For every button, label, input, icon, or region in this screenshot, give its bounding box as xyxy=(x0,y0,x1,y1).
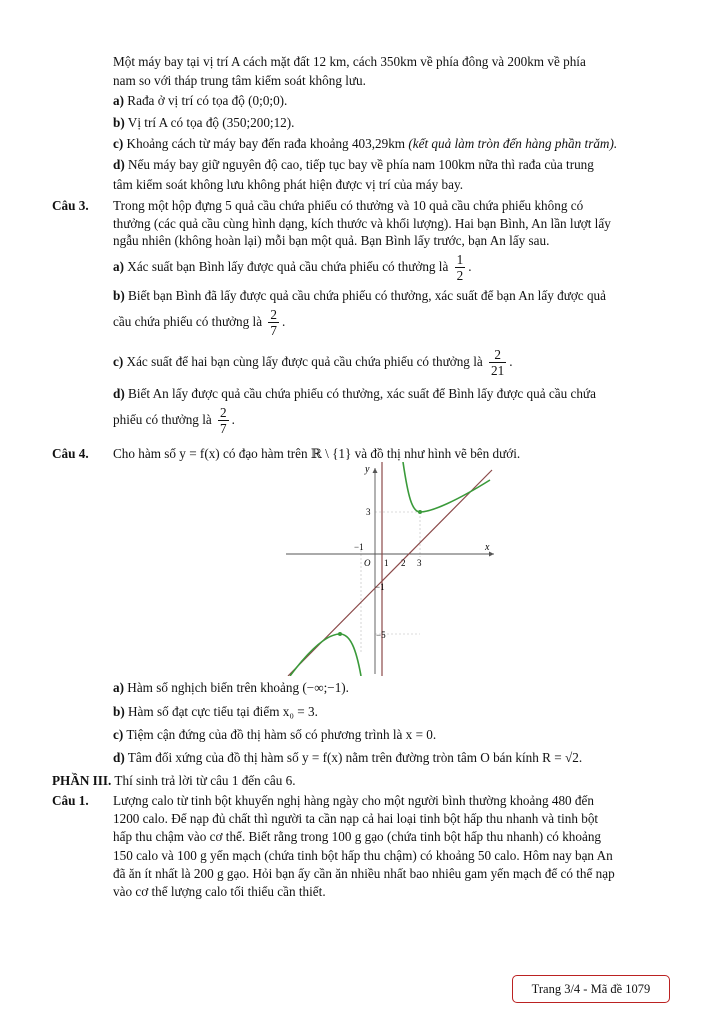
maximum-point xyxy=(338,632,342,636)
y-tick-label: −5 xyxy=(376,630,386,640)
numerator: 2 xyxy=(270,307,277,323)
period: . xyxy=(281,314,286,329)
option-text: Biết An lấy được quả cầu chứa phiếu có thưởng, xác suất để Bình lấy được quả cầu chứa xyxy=(128,386,596,401)
numerator: 2 xyxy=(220,405,227,421)
x-tick-label: −1 xyxy=(354,542,364,552)
numerator: 1 xyxy=(456,252,464,268)
option-text: Xác suất bạn Bình lấy được quả cầu chứa phiếu có thưởng là xyxy=(127,259,449,274)
y-axis-label: y xyxy=(365,464,370,475)
x-axis-arrow xyxy=(489,552,494,557)
question-text-line: Lượng calo từ tinh bột khuyến nghị hàng ngày cho một người bình thường khoảng 480 đến xyxy=(113,793,594,808)
statement-label: b) xyxy=(113,115,125,130)
period: . xyxy=(231,412,235,427)
curve-left-branch xyxy=(290,634,361,676)
denominator: 2 xyxy=(456,268,464,284)
option-d xyxy=(113,384,596,403)
x-tick-label: 3 xyxy=(417,558,422,568)
statement-label: a) xyxy=(113,93,124,108)
option-text: Biết bạn Bình đã lấy được quả cầu chứa phiếu có thưởng, xác suất để bạn An lấy được quả xyxy=(128,288,607,303)
option-label: a) xyxy=(113,680,124,695)
option-text: phiếu có thưởng là xyxy=(113,412,212,427)
y-axis-arrow xyxy=(373,468,378,473)
intro-line-2: nam so với tháp trung tâm kiểm soát không lưu. xyxy=(113,73,366,88)
option-d xyxy=(113,748,582,767)
question-text-line: hấp thu chậm vào cơ thể. Biết rằng trong 100 g gạo (chứa tinh bột hấp thu nhanh) có khoảng xyxy=(113,829,602,844)
question-text-line: đã ăn ít nhất là 200 g gạo. Hỏi bạn ấy cần ăn nhiều nhất bao nhiêu gam yến mạch để có thể nạp xyxy=(113,866,615,881)
option-label: c) xyxy=(113,727,124,742)
option-c xyxy=(113,725,436,744)
question-text-line: ngẫu nhiên (không hoàn lại) mỗi bạn một quả. Bạn Bình lấy trước, bạn An lấy sau. xyxy=(113,233,550,248)
statement-text: Vị trí A có tọa độ (350;200;12). xyxy=(127,115,295,130)
option-text: cầu chứa phiếu có thưởng là xyxy=(113,314,263,329)
question-label: Câu 1. xyxy=(52,793,89,808)
statement-label: c) xyxy=(113,136,124,151)
option-text: Tâm đối xứng của đồ thị hàm số y = f(x) nằm trên đường tròn tâm O bán kính R = √2. xyxy=(127,750,583,765)
denominator: 7 xyxy=(220,421,227,437)
option-label: a) xyxy=(113,259,124,274)
option-c xyxy=(113,345,513,379)
denominator: 7 xyxy=(270,323,277,339)
curve-right-branch xyxy=(403,462,490,512)
fraction xyxy=(489,347,506,378)
option-label: b) xyxy=(113,704,125,719)
question-text-line: Trong một hộp đựng 5 quả cầu chứa phiếu có thưởng và 10 quả cầu chứa phiếu không có xyxy=(113,198,584,213)
option-label: c) xyxy=(113,354,124,369)
option-text: Hàm số nghịch biến trên khoảng (−∞;−1). xyxy=(127,680,349,695)
option-a xyxy=(113,250,472,284)
question-label: Câu 3. xyxy=(52,198,89,213)
intro-line-1: Một máy bay tại vị trí A cách mặt đất 12 km, cách 350km về phía đông và 200km về phía xyxy=(113,54,586,69)
statement-b xyxy=(113,113,294,132)
statement-text: Khoảng cách từ máy bay đến rađa khoảng 403,29km xyxy=(126,136,406,151)
origin-label: O xyxy=(364,558,371,568)
period: . xyxy=(468,259,472,274)
x-axis-label: x xyxy=(485,542,490,553)
section-heading xyxy=(52,771,296,790)
option-label: d) xyxy=(113,386,125,401)
question-label: Câu 4. xyxy=(52,446,89,461)
x-tick-label: 1 xyxy=(384,558,389,568)
graph-guides xyxy=(361,512,420,654)
statement-note: (kết quả làm tròn đến hàng phần trăm). xyxy=(408,136,618,151)
question-text-line: thưởng (các quả cầu cùng hình dạng, kích thước và khối lượng). Hai bạn Bình, An lần lượt lấy xyxy=(113,216,611,231)
statement-text: Nếu máy bay giữ nguyên độ cao, tiếp tục bay về phía nam 100km nữa thì rađa của trung xyxy=(128,157,594,172)
fraction xyxy=(455,252,466,283)
option-a xyxy=(113,678,349,697)
option-b xyxy=(113,286,606,305)
section-label: PHẦN III. xyxy=(52,773,112,788)
statement-d xyxy=(113,155,594,174)
option-label: d) xyxy=(113,750,125,765)
question-text-line: 1200 calo. Để nạp đủ chất thì người ta cần nạp cả hai loại tinh bột hấp thu nhanh và tinh bột xyxy=(113,811,599,826)
denominator: 21 xyxy=(491,363,505,379)
option-b xyxy=(113,702,318,721)
page-footer: Trang 3/4 - Mã đề 1079 xyxy=(512,975,670,1003)
statement-text: Rađa ở vị trí có tọa độ (0;0;0). xyxy=(127,93,288,108)
option-label: b) xyxy=(113,288,125,303)
y-tick-label: 3 xyxy=(366,507,371,517)
minimum-point xyxy=(418,510,422,514)
statement-d-cont: tâm kiểm soát không lưu không phát hiện được vị trí của máy bay. xyxy=(113,177,464,192)
function-graph xyxy=(280,462,500,676)
period: . xyxy=(509,354,513,369)
y-tick-label: −1 xyxy=(375,582,385,592)
statement-a xyxy=(113,91,287,110)
numerator: 2 xyxy=(489,347,506,363)
option-b-cont xyxy=(113,305,285,339)
option-text: Xác suất để hai bạn cùng lấy được quả cầu chứa phiếu có thưởng là xyxy=(126,354,483,369)
statement-c xyxy=(113,134,617,153)
option-text: Hàm số đạt cực tiểu tại điểm x₀ = 3. xyxy=(128,704,318,719)
fraction xyxy=(218,405,229,436)
question-text-line: Cho hàm số y = f(x) có đạo hàm trên ℝ \ {1} và đồ thị như hình vẽ bên dưới. xyxy=(113,446,521,461)
question-text-line: 150 calo và 100 g yến mạch (chứa tinh bột hấp thu chậm) có khoảng 50 calo. Hôm nay bạn An xyxy=(113,848,613,863)
x-tick-label: 2 xyxy=(401,558,406,568)
fraction xyxy=(268,307,279,338)
question-text-line: vào cơ thể lượng calo tối thiểu cần thiết. xyxy=(113,884,326,899)
option-d-cont xyxy=(113,403,235,437)
section-text: Thí sinh trả lời từ câu 1 đến câu 6. xyxy=(114,773,296,788)
statement-label: d) xyxy=(113,157,125,172)
option-text: Tiệm cận đứng của đồ thị hàm số có phương trình là x = 0. xyxy=(126,727,437,742)
